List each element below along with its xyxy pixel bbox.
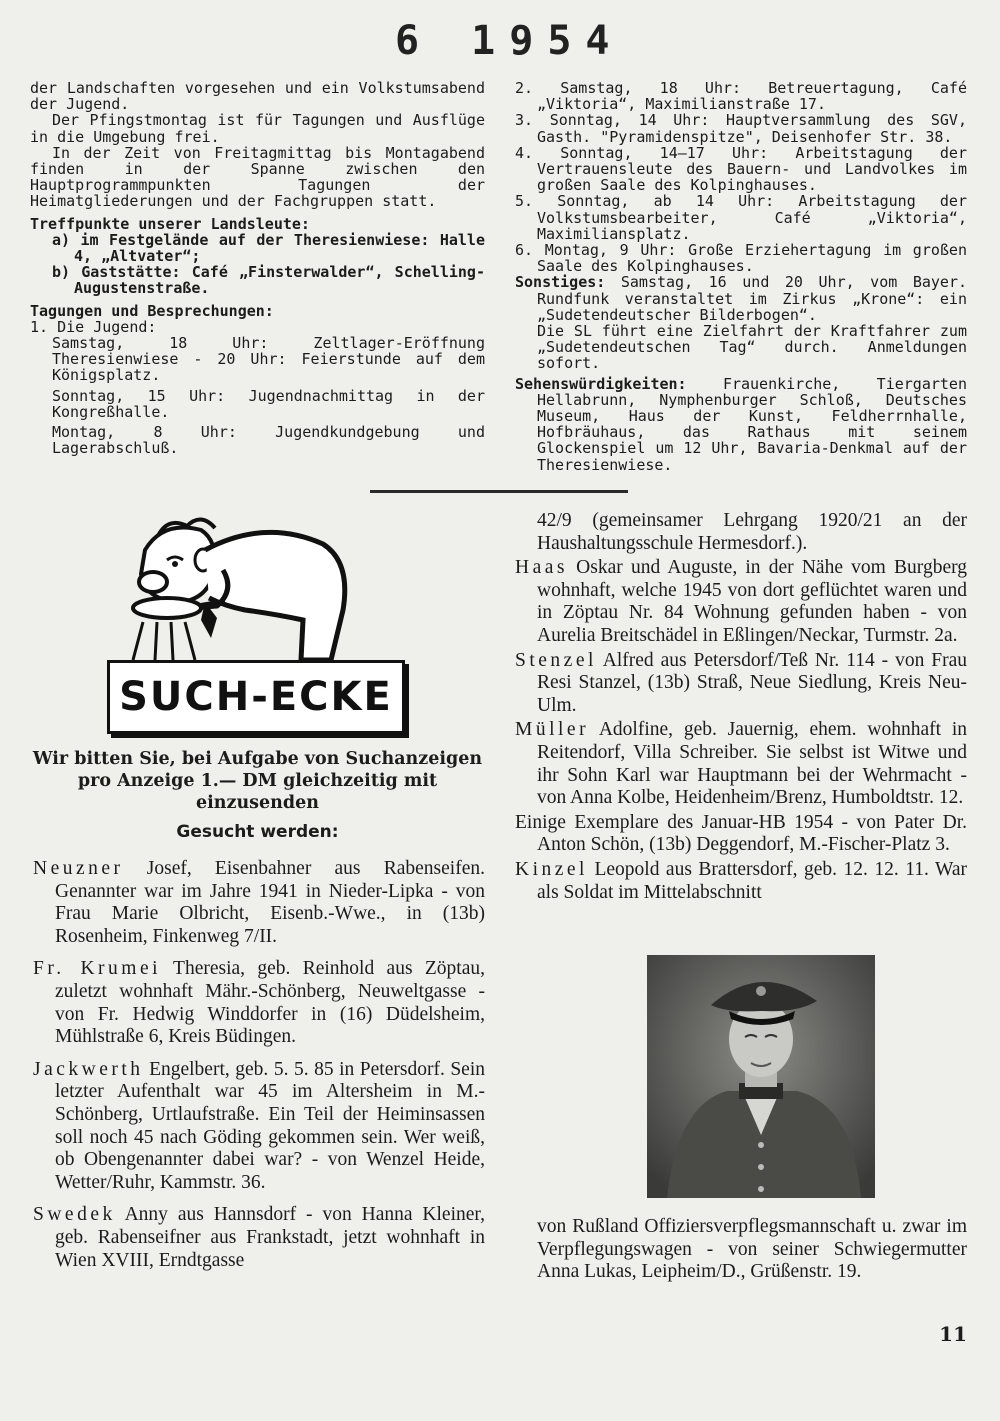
list-item	[33, 1204, 485, 1272]
jugend-samstag: Samstag, 18 Uhr: Zeltlager-Eröffnung Theresienwiese - 20 Uhr: Feierstunde auf dem Königsplatz.	[52, 334, 485, 385]
page-number: 11	[939, 1322, 967, 1346]
jugend-sonntag: Sonntag, 15 Uhr: Jugendnachmittag in der Kongreßhalle.	[52, 386, 485, 421]
list-item	[33, 958, 485, 1048]
soldier-portrait-icon	[647, 955, 875, 1198]
entry-name: Haas	[515, 557, 568, 579]
treffpunkte-heading: Treffpunkte unserer Landsleute:	[30, 214, 310, 233]
einige-exemplare: Einige Exemplare des Januar-HB 1954 - von Pater Dr. Anton Schön, (13b) Deggendorf, M.-Fischer-Platz 3.	[515, 811, 967, 856]
entry-name: Jackwerth	[33, 1058, 144, 1080]
right-top-column	[515, 80, 967, 473]
list-item	[515, 557, 967, 647]
continued-entry: 42/9 (gemeinsamer Lehrgang 1920/21 an der Haushaltungsschule Hermesdorf.).	[537, 510, 967, 554]
list-item	[515, 859, 967, 904]
program-item-6: 6. Montag, 9 Uhr: Große Erziehertagung im großen Saale des Kolpinghauses.	[515, 241, 967, 276]
program-item-5: 5. Sonntag, ab 14 Uhr: Arbeitstagung der Volkstumsbearbeiter, Café „Viktoria“, Maximiliansplatz.	[515, 192, 967, 243]
kinzel-continued: von Rußland Offiziersverpflegsmannschaft u. zwar im Verpflegungswagen - von seiner Schwiegermutter Anna Lukas, Leipheim/D., Grüßenstr. 19.	[537, 1216, 967, 1283]
entry-text: Oskar und Auguste, in der Nähe vom Burgberg wohnhaft, welche 1945 von dort geflüchtet waren und in Zöptau Nr. 84 Wohnung gefunden haben - von Aurelia Breitschädel in Eßlingen/Neckar, Turmstr. 2a.	[537, 557, 967, 646]
entry-name: Kinzel	[515, 858, 588, 880]
entry-text: Josef, Eisenbahner aus Rabenseifen. Genannter war im Jahre 1941 in Nieder-Lipka - von Frau Marie Olbricht, Eisenb.-Wwe., in (13b) Rosenheim, Finkenweg 7/II.	[55, 858, 485, 947]
paragraph: In der Zeit von Freitagmittag bis Montagabend finden in der Spanne zwischen den Hauptprogrammpunkten Tagungen der Heimatgliederungen und der Fachgruppen statt.	[30, 143, 485, 211]
sonstiges-label: Sonstiges:	[515, 273, 606, 292]
such-ecke-title: SUCH-ECKE	[119, 674, 393, 720]
entry-text: Engelbert, geb. 5. 5. 85 in Petersdorf. Sein letzter Aufenthalt war 45 im Altersheim in M.-Schönberg, Urtlaufstraße. Ein Teil der Heiminsassen soll noch 45 nach Göding gekommen sein. Wer weiß, ob Obengenannter dabei war? - von Wenzel Heide, Wetter/Ruhr, Kammstr. 36.	[55, 1058, 485, 1193]
soldier-photo	[647, 955, 875, 1198]
program-item-4: 4. Sonntag, 14—17 Uhr: Arbeitstagung der Vertrauensleute des Bauern- und Landvolkes im großen Saale des Kolpinghauses.	[515, 143, 967, 195]
left-top-column	[30, 80, 485, 456]
entry-text: Theresia, geb. Reinhold aus Zöptau, zuletzt wohnhaft Mähr.-Schönberg, Neuweltgasse - von Fr. Hedwig Winddorfer in (16) Düdelsheim, Mühlstraße 6, Kreis Büdingen.	[55, 958, 485, 1048]
jugend-heading: 1. Die Jugend:	[30, 317, 157, 336]
entry-name: Swedek	[33, 1204, 116, 1226]
entry-text: Adolfine, geb. Jauernig, ehem. wohnhaft in Reitendorf, Villa Schreiber. Sie selbst ist Witwe und ihr Sohn Karl war Hauptmann bei der Wehrmacht - von Anna Kolbe, Heidenheim/Brenz, Humboldtstr. 12.	[537, 719, 967, 809]
left-search-entries	[33, 858, 485, 1274]
sonstiges-text-2: Die SL führt eine Zielfahrt der Kraftfahrer zum „Sudetendeutschen Tag“ durch. Anmeldungen sofort.	[537, 322, 967, 373]
paragraph: Der Pfingstmontag ist für Tagungen und Ausflüge in die Umgebung frei.	[30, 111, 485, 146]
sonstiges-text: Samstag, 16 und 20 Uhr, vom Bayer. Rundfunk veranstaltet im Zirkus „Krone“: ein „Sudetendeutscher Bilderbogen“.	[537, 273, 967, 324]
treffpunkt-a: a) im Festgelände auf der Theresienwiese: Halle 4, „Altvater“;	[52, 230, 485, 266]
treffpunkt-b: b) Gaststätte: Café „Finsterwalder“, Schelling-Augustenstraße.	[52, 263, 485, 298]
entry-name: Fr. Krumei	[33, 958, 162, 980]
suchanzeigen-notice: Wir bitten Sie, bei Aufgabe von Suchanzeigen pro Anzeige 1.— DM gleichzeitig mit einzusenden	[32, 749, 483, 813]
paragraph: der Landschaften vorgesehen und ein Volkstumsabend der Jugend.	[30, 79, 485, 114]
issue-number: 6 1954	[395, 18, 624, 64]
jugend-montag: Montag, 8 Uhr: Jugendkundgebung und Lagerabschluß.	[52, 423, 485, 458]
program-item-2: 2. Samstag, 18 Uhr: Betreuertagung, Café „Viktoria“, Maximilianstraße 17.	[515, 79, 967, 114]
sehenswuerdigkeiten-text: Frauenkirche, Tiergarten Hellabrunn, Nymphenburger Schloß, Deutsches Museum, Haus der Kunst, Feldherrnhalle, Hofbräuhaus, das Rathaus mit seinem Glockenspiel um 12 Uhr, Bavaria-Denkmal auf der Theresienwiese.	[537, 374, 967, 474]
such-ecke-banner	[107, 660, 405, 734]
section-divider	[370, 490, 628, 493]
right-search-entries	[515, 510, 967, 906]
entry-name: Müller	[515, 719, 590, 741]
program-item-3: 3. Sonntag, 14 Uhr: Hauptversammlung des SGV, Gasth. "Pyramidenspitze", Deisenhofer Str. 38.	[515, 111, 967, 146]
entry-name: Neuzner	[33, 858, 124, 879]
entry-text: Anny aus Hannsdorf - von Hanna Kleiner, geb. Rabenseifner aus Frankstadt, jetzt wohnhaft in Wien XVIII, Erndtgasse	[55, 1204, 485, 1271]
entry-text: Leopold aus Brattersdorf, geb. 12. 12. 11. War als Soldat im Mittelabschnitt	[537, 858, 967, 903]
tagungen-heading: Tagungen und Besprechungen:	[30, 301, 274, 320]
entry-name: Stenzel	[515, 649, 597, 671]
list-item	[515, 719, 967, 809]
gesucht-heading: Gesucht werden:	[176, 822, 339, 842]
sehenswuerdigkeiten-label: Sehenswürdigkeiten:	[515, 374, 687, 393]
list-item	[33, 1059, 485, 1195]
list-item	[33, 858, 485, 948]
entry-text: Alfred aus Petersdorf/Teß Nr. 114 - von Frau Resi Stanzel, (13b) Straß, Neue Siedlung, Kreis Neu-Ulm.	[537, 649, 967, 716]
list-item	[515, 650, 967, 718]
